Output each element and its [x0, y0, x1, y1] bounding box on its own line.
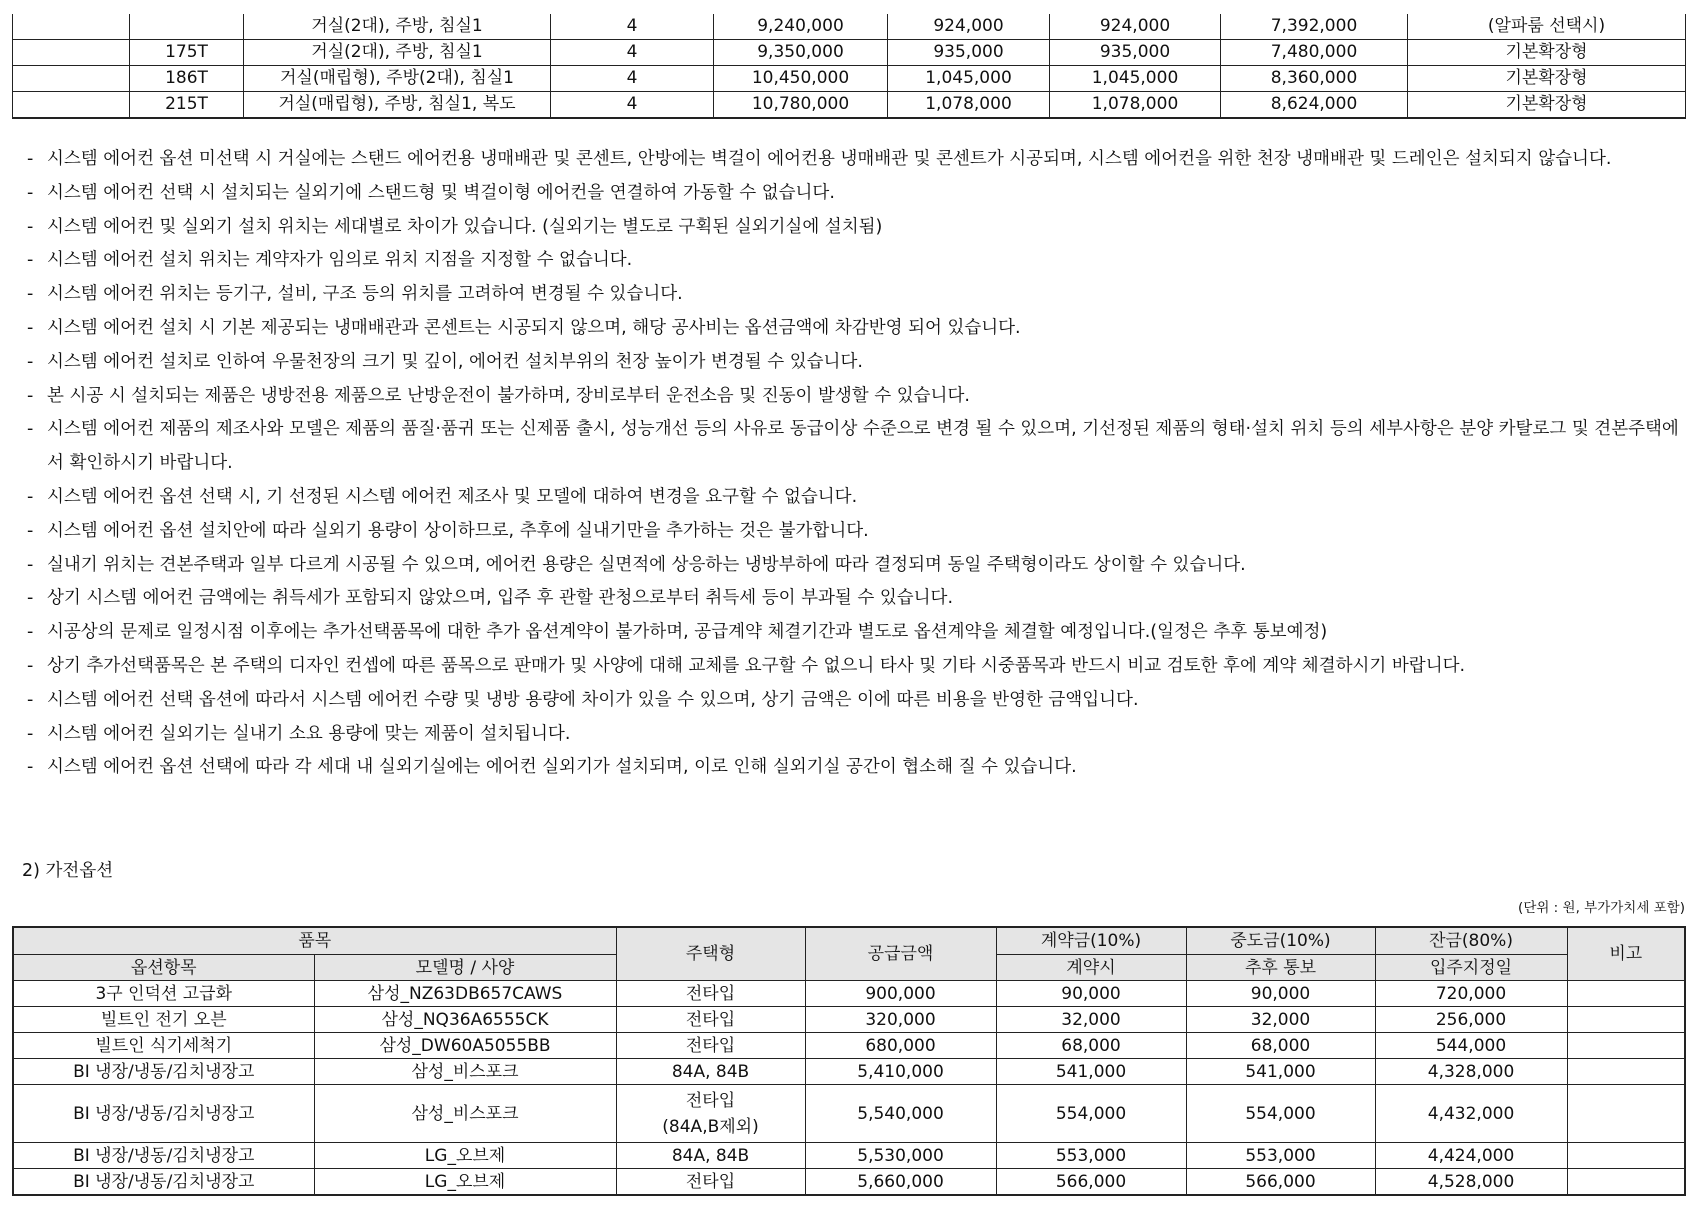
type-cell [616, 1085, 805, 1143]
note-dash: - [27, 554, 34, 575]
type-cell: 전타입 [616, 981, 805, 1007]
middle-cell: 1,078,000 [1050, 92, 1221, 119]
option-cell: BI 냉장/냉동/김치냉장고 [13, 1143, 314, 1169]
note-text: 시스템 에어컨 옵션 선택에 따라 각 세대 내 실외기실에는 에어컨 실외기가 설치되며, 이로 인해 실외기실 공간이 협소해 질 수 있습니다. [47, 757, 1077, 778]
model-cell: LG_오브제 [314, 1143, 616, 1169]
units-cell: 4 [551, 92, 714, 119]
note-cell [1567, 981, 1685, 1007]
note-item [27, 244, 1692, 278]
balance-cell: 720,000 [1375, 981, 1567, 1007]
supply-cell: 5,530,000 [805, 1143, 996, 1169]
balance-cell: 4,528,000 [1375, 1169, 1567, 1196]
note-item [27, 718, 1692, 752]
note-text: 시스템 에어컨 제품의 제조사와 모델은 제품의 품질·품귀 또는 신제품 출시, 성능개선 등의 사유로 동급이상 수준으로 변경 될 수 있으며, 기선정된 제품의 형태·설치 위치 등의 세부사항은 분양 카탈로그 및 견본주택에서 확인하시기 바랍니다. [47, 419, 1679, 474]
notes-list [27, 143, 1692, 785]
appliance-option-table [12, 926, 1686, 1196]
note-dash: - [27, 419, 34, 440]
note-text: 시스템 에어컨 설치로 인하여 우물천장의 크기 및 깊이, 에어컨 설치부위의 천장 높이가 변경될 수 있습니다. [47, 351, 863, 372]
type-cell: 215T [130, 92, 244, 119]
balance-cell: 8,360,000 [1221, 66, 1408, 92]
table-row [13, 1007, 1685, 1033]
table-cell-blank [13, 14, 130, 40]
model-cell: 삼성_DW60A5055BB [314, 1033, 616, 1059]
type-cell: 전타입 [616, 1007, 805, 1033]
supply-cell: 10,450,000 [714, 66, 888, 92]
note-text: 상기 추가선택품목은 본 주택의 디자인 컨셉에 따른 품목으로 판매가 및 사양에 대해 교체를 요구할 수 없으니 타사 및 기타 시중품목과 반드시 비교 검토한 후에 계약 체결하시기 바랍니다. [47, 655, 1466, 676]
note-text: 시스템 에어컨 및 실외기 설치 위치는 세대별로 차이가 있습니다. (실외기는 별도로 구획된 실외기실에 설치됨) [47, 216, 883, 237]
deposit-cell: 68,000 [996, 1033, 1186, 1059]
note-dash: - [27, 182, 34, 203]
middle-cell: 566,000 [1186, 1169, 1375, 1196]
supply-cell: 9,350,000 [714, 40, 888, 66]
note-item [27, 481, 1692, 515]
deposit-cell: 566,000 [996, 1169, 1186, 1196]
note-text: 시스템 에어컨 설치 시 기본 제공되는 냉매배관과 콘센트는 시공되지 않으며, 해당 공사비는 옵션금액에 차감반영 되어 있습니다. [47, 317, 1021, 338]
middle-cell: 1,045,000 [1050, 66, 1221, 92]
balance-cell: 7,480,000 [1221, 40, 1408, 66]
note-item [27, 312, 1692, 346]
note-cell [1567, 1033, 1685, 1059]
note-cell: 기본확장형 [1408, 40, 1686, 66]
supply-cell: 320,000 [805, 1007, 996, 1033]
aircon-option-table [12, 14, 1686, 119]
note-dash: - [27, 317, 34, 338]
header-supply: 공급금액 [805, 927, 996, 981]
middle-cell: 541,000 [1186, 1059, 1375, 1085]
deposit-cell: 32,000 [996, 1007, 1186, 1033]
balance-cell: 7,392,000 [1221, 14, 1408, 40]
header-model: 모델명 / 사양 [314, 955, 616, 981]
deposit-cell: 554,000 [996, 1085, 1186, 1143]
note-cell: (알파룸 선택시) [1408, 14, 1686, 40]
note-dash: - [27, 216, 34, 237]
note-cell: 기본확장형 [1408, 92, 1686, 119]
note-item [27, 413, 1692, 481]
deposit-cell: 935,000 [888, 40, 1050, 66]
note-item [27, 346, 1692, 380]
table-row [13, 40, 1686, 66]
header-option: 옵션항목 [13, 955, 314, 981]
note-item [27, 684, 1692, 718]
note-text: 시스템 에어컨 옵션 선택 시, 기 선정된 시스템 에어컨 제조사 및 모델에 대하여 변경을 요구할 수 없습니다. [47, 486, 858, 507]
units-cell: 4 [551, 14, 714, 40]
supply-cell: 5,540,000 [805, 1085, 996, 1143]
supply-cell: 900,000 [805, 981, 996, 1007]
table-row [13, 92, 1686, 119]
table-cell-blank [13, 92, 130, 119]
supply-cell: 5,660,000 [805, 1169, 996, 1196]
note-item [27, 380, 1692, 414]
note-cell: 기본확장형 [1408, 66, 1686, 92]
header-house-type: 주택형 [616, 927, 805, 981]
note-dash: - [27, 486, 34, 507]
header-middle: 중도금(10%) [1186, 927, 1375, 955]
note-item [27, 143, 1692, 177]
note-item [27, 515, 1692, 549]
deposit-cell: 924,000 [888, 14, 1050, 40]
type-line-1: 전타입 [685, 1090, 736, 1111]
note-item [27, 211, 1692, 245]
note-cell [1567, 1143, 1685, 1169]
note-item [27, 278, 1692, 312]
table-row [13, 1085, 1685, 1143]
middle-cell: 554,000 [1186, 1085, 1375, 1143]
note-text: 시스템 에어컨 위치는 등기구, 설비, 구조 등의 위치를 고려하여 변경될 수 있습니다. [47, 284, 683, 305]
supply-cell: 5,410,000 [805, 1059, 996, 1085]
type-cell: 전타입 [616, 1033, 805, 1059]
note-dash: - [27, 149, 34, 169]
type-cell: 84A, 84B [616, 1059, 805, 1085]
balance-cell: 4,432,000 [1375, 1085, 1567, 1143]
note-dash: - [27, 622, 34, 643]
option-cell: BI 냉장/냉동/김치냉장고 [13, 1085, 314, 1143]
header-balance-sub: 입주지정일 [1375, 955, 1567, 981]
middle-cell: 68,000 [1186, 1033, 1375, 1059]
model-cell: 삼성_비스포크 [314, 1085, 616, 1143]
table-cell-blank [13, 66, 130, 92]
type-cell: 전타입 [616, 1169, 805, 1196]
note-text: 시스템 에어컨 선택 시 설치되는 실외기에 스탠드형 및 벽걸이형 에어컨을 연결하여 가동할 수 없습니다. [47, 182, 835, 203]
units-cell: 4 [551, 40, 714, 66]
rooms-cell: 거실(2대), 주방, 침실1 [244, 14, 551, 40]
table-row [13, 1143, 1685, 1169]
option-cell: BI 냉장/냉동/김치냉장고 [13, 1169, 314, 1196]
table-row [13, 1059, 1685, 1085]
note-text: 본 시공 시 설치되는 제품은 냉방전용 제품으로 난방운전이 불가하며, 장비로부터 운전소음 및 진동이 발생할 수 있습니다. [47, 385, 970, 406]
table-row [13, 981, 1685, 1007]
note-dash: - [27, 351, 34, 372]
model-cell: LG_오브제 [314, 1169, 616, 1196]
note-cell [1567, 1169, 1685, 1196]
type-cell: 175T [130, 40, 244, 66]
note-dash: - [27, 385, 34, 406]
note-text: 시스템 에어컨 설치 위치는 계약자가 임의로 위치 지점을 지정할 수 없습니다. [47, 250, 633, 271]
note-dash: - [27, 757, 34, 778]
header-deposit: 계약금(10%) [996, 927, 1186, 955]
table-cell-blank [13, 40, 130, 66]
middle-cell: 935,000 [1050, 40, 1221, 66]
option-cell: 빌트인 전기 오븐 [13, 1007, 314, 1033]
supply-cell: 680,000 [805, 1033, 996, 1059]
note-dash: - [27, 520, 34, 541]
units-cell: 4 [551, 66, 714, 92]
note-text: 시스템 에어컨 옵션 설치안에 따라 실외기 용량이 상이하므로, 추후에 실내기만을 추가하는 것은 불가합니다. [47, 520, 869, 541]
note-item [27, 582, 1692, 616]
header-note: 비고 [1567, 927, 1685, 981]
note-cell [1567, 1059, 1685, 1085]
header-balance: 잔금(80%) [1375, 927, 1567, 955]
table-row [13, 66, 1686, 92]
note-text: 시스템 에어컨 실외기는 실내기 소요 용량에 맞는 제품이 설치됩니다. [47, 723, 571, 744]
option-cell: 빌트인 식기세척기 [13, 1033, 314, 1059]
rooms-cell: 거실(2대), 주방, 침실1 [244, 40, 551, 66]
note-item [27, 177, 1692, 211]
balance-cell: 8,624,000 [1221, 92, 1408, 119]
note-dash: - [27, 588, 34, 609]
note-item [27, 616, 1692, 650]
balance-cell: 256,000 [1375, 1007, 1567, 1033]
note-dash: - [27, 250, 34, 271]
note-cell [1567, 1007, 1685, 1033]
type-line-2: (84A,B제외) [662, 1116, 759, 1137]
table-header-row [13, 927, 1685, 955]
middle-cell: 90,000 [1186, 981, 1375, 1007]
type-cell: 84A, 84B [616, 1143, 805, 1169]
option-cell: BI 냉장/냉동/김치냉장고 [13, 1059, 314, 1085]
note-cell [1567, 1085, 1685, 1143]
type-cell: 186T [130, 66, 244, 92]
middle-cell: 32,000 [1186, 1007, 1375, 1033]
header-item-group: 품목 [13, 927, 616, 955]
deposit-cell: 541,000 [996, 1059, 1186, 1085]
table-row [13, 1169, 1685, 1196]
note-text: 시공상의 문제로 일정시점 이후에는 추가선택품목에 대한 추가 옵션계약이 불가하며, 공급계약 체결기간과 별도로 옵션계약을 체결할 예정입니다.(일정은 추후 통보예정) [47, 622, 1328, 643]
model-cell: 삼성_NZ63DB657CAWS [314, 981, 616, 1007]
note-item [27, 549, 1692, 583]
table-row [13, 1033, 1685, 1059]
model-cell: 삼성_NQ36A6555CK [314, 1007, 616, 1033]
balance-cell: 4,328,000 [1375, 1059, 1567, 1085]
balance-cell: 544,000 [1375, 1033, 1567, 1059]
deposit-cell: 90,000 [996, 981, 1186, 1007]
note-text: 시스템 에어컨 선택 옵션에 따라서 시스템 에어컨 수량 및 냉방 용량에 차이가 있을 수 있으며, 상기 금액은 이에 따른 비용을 반영한 금액입니다. [47, 689, 1139, 710]
middle-cell: 924,000 [1050, 14, 1221, 40]
note-dash: - [27, 723, 34, 744]
header-middle-sub: 추후 통보 [1186, 955, 1375, 981]
note-text: 시스템 에어컨 옵션 미선택 시 거실에는 스탠드 에어컨용 냉매배관 및 콘센트, 안방에는 벽걸이 에어컨용 냉매배관 및 콘센트가 시공되며, 시스템 에어컨을 위한 천장 냉매배관 및 드레인은 설치되지 않습니다. [47, 149, 1612, 169]
option-cell: 3구 인덕션 고급화 [13, 981, 314, 1007]
model-cell: 삼성_비스포크 [314, 1059, 616, 1085]
section-title: 2) 가전옵션 [22, 861, 114, 881]
supply-cell: 10,780,000 [714, 92, 888, 119]
type-cell [130, 14, 244, 40]
deposit-cell: 553,000 [996, 1143, 1186, 1169]
note-item [27, 650, 1692, 684]
rooms-cell: 거실(매립형), 주방(2대), 침실1 [244, 66, 551, 92]
table-row [13, 14, 1686, 40]
deposit-cell: 1,045,000 [888, 66, 1050, 92]
deposit-cell: 1,078,000 [888, 92, 1050, 119]
note-text: 실내기 위치는 견본주택과 일부 다르게 시공될 수 있으며, 에어컨 용량은 실면적에 상응하는 냉방부하에 따라 결정되며 동일 주택형이라도 상이할 수 있습니다. [47, 554, 1246, 575]
rooms-cell: 거실(매립형), 주방, 침실1, 복도 [244, 92, 551, 119]
note-item [27, 751, 1692, 785]
note-dash: - [27, 655, 34, 676]
unit-note: (단위 : 원, 부가가치세 포함) [1518, 900, 1685, 916]
note-dash: - [27, 284, 34, 305]
note-text: 상기 시스템 에어컨 금액에는 취득세가 포함되지 않았으며, 입주 후 관할 관청으로부터 취득세 등이 부과될 수 있습니다. [47, 588, 954, 609]
supply-cell: 9,240,000 [714, 14, 888, 40]
middle-cell: 553,000 [1186, 1143, 1375, 1169]
header-deposit-sub: 계약시 [996, 955, 1186, 981]
note-dash: - [27, 689, 34, 710]
balance-cell: 4,424,000 [1375, 1143, 1567, 1169]
